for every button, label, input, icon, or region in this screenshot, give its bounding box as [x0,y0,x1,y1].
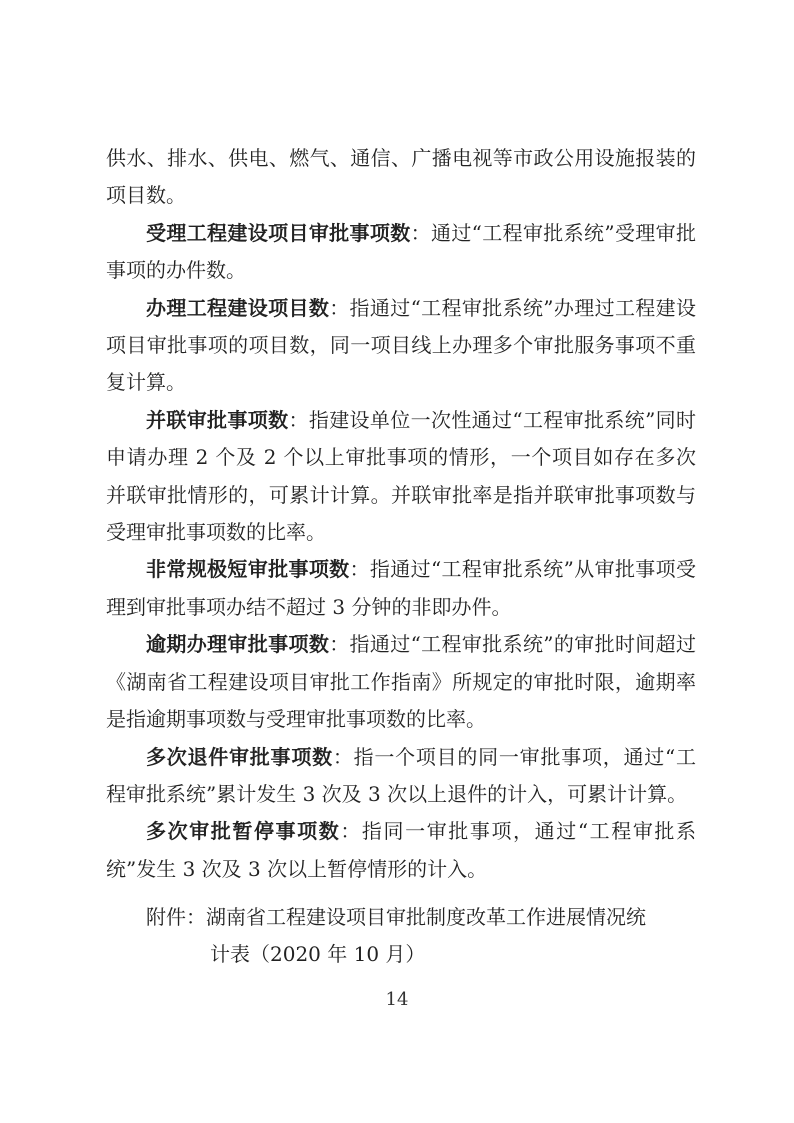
definition-term: 办理工程建设项目数 [146,295,330,320]
definition-text: ：指建设单位一次性通过“工程审批系统”同时申请办理 2 个及 2 个以上审批事项的情形，一个项目如存在多次并联审批情形的，可累计计算。并联审批率是指并联审批事项数与受理审批事项数的比率。 [106,407,697,545]
definition-accepted-items [106,215,696,290]
definition-term: 并联审批事项数 [146,407,289,432]
definition-text: ：通过“工程审批系统”受理审批事项的办件数。 [106,220,697,283]
definition-handled-projects [106,290,696,402]
definition-text: ：指通过“工程审批系统”的审批时间超过《湖南省工程建设项目审批工作指南》所规定的审批时限，逾期率是指逾期事项数与受理审批事项数的比率。 [106,632,697,732]
page-number: 14 [385,989,409,1010]
definition-text: ：指通过“工程审批系统”从审批事项受理到审批事项办结不超过 3 分钟的非即办件。 [106,557,697,619]
definition-multiple-suspensions [106,813,696,888]
definition-term: 受理工程建设项目审批事项数 [146,220,411,245]
definition-parallel-approval [106,402,696,552]
definition-text: ：指同一审批事项，通过“工程审批系统”发生 3 次及 3 次以上暂停情形的计入。 [106,819,697,881]
definition-text: ：指通过“工程审批系统”办理过工程建设项目审批事项的项目数，同一项目线上办理多个审批服务事项不重复计算。 [106,295,697,395]
definition-term: 多次退件审批事项数 [146,744,333,769]
definition-multiple-returns [106,739,696,814]
definition-term: 逾期办理审批事项数 [146,632,330,657]
definition-text: ：指一个项目的同一审批事项，通过“工程审批系统”累计发生 3 次及 3 次以上退件的计入，可累计计算。 [106,744,696,806]
attachment-line-1: 附件：湖南省工程建设项目审批制度改革工作进展情况统 [146,905,646,929]
definition-term: 多次审批暂停事项数 [146,819,341,844]
definition-ultra-short-approval [106,551,696,626]
definition-term: 非常规极短审批事项数 [146,557,350,582]
document-body [106,140,696,888]
definition-overdue-approval [106,626,696,738]
attachment-note [146,899,686,974]
intro-paragraph: 供水、排水、供电、燃气、通信、广播电视等市政公用设施报装的项目数。 [106,146,696,208]
attachment-line-2: 计表（2020 年 10 月） [210,942,426,967]
